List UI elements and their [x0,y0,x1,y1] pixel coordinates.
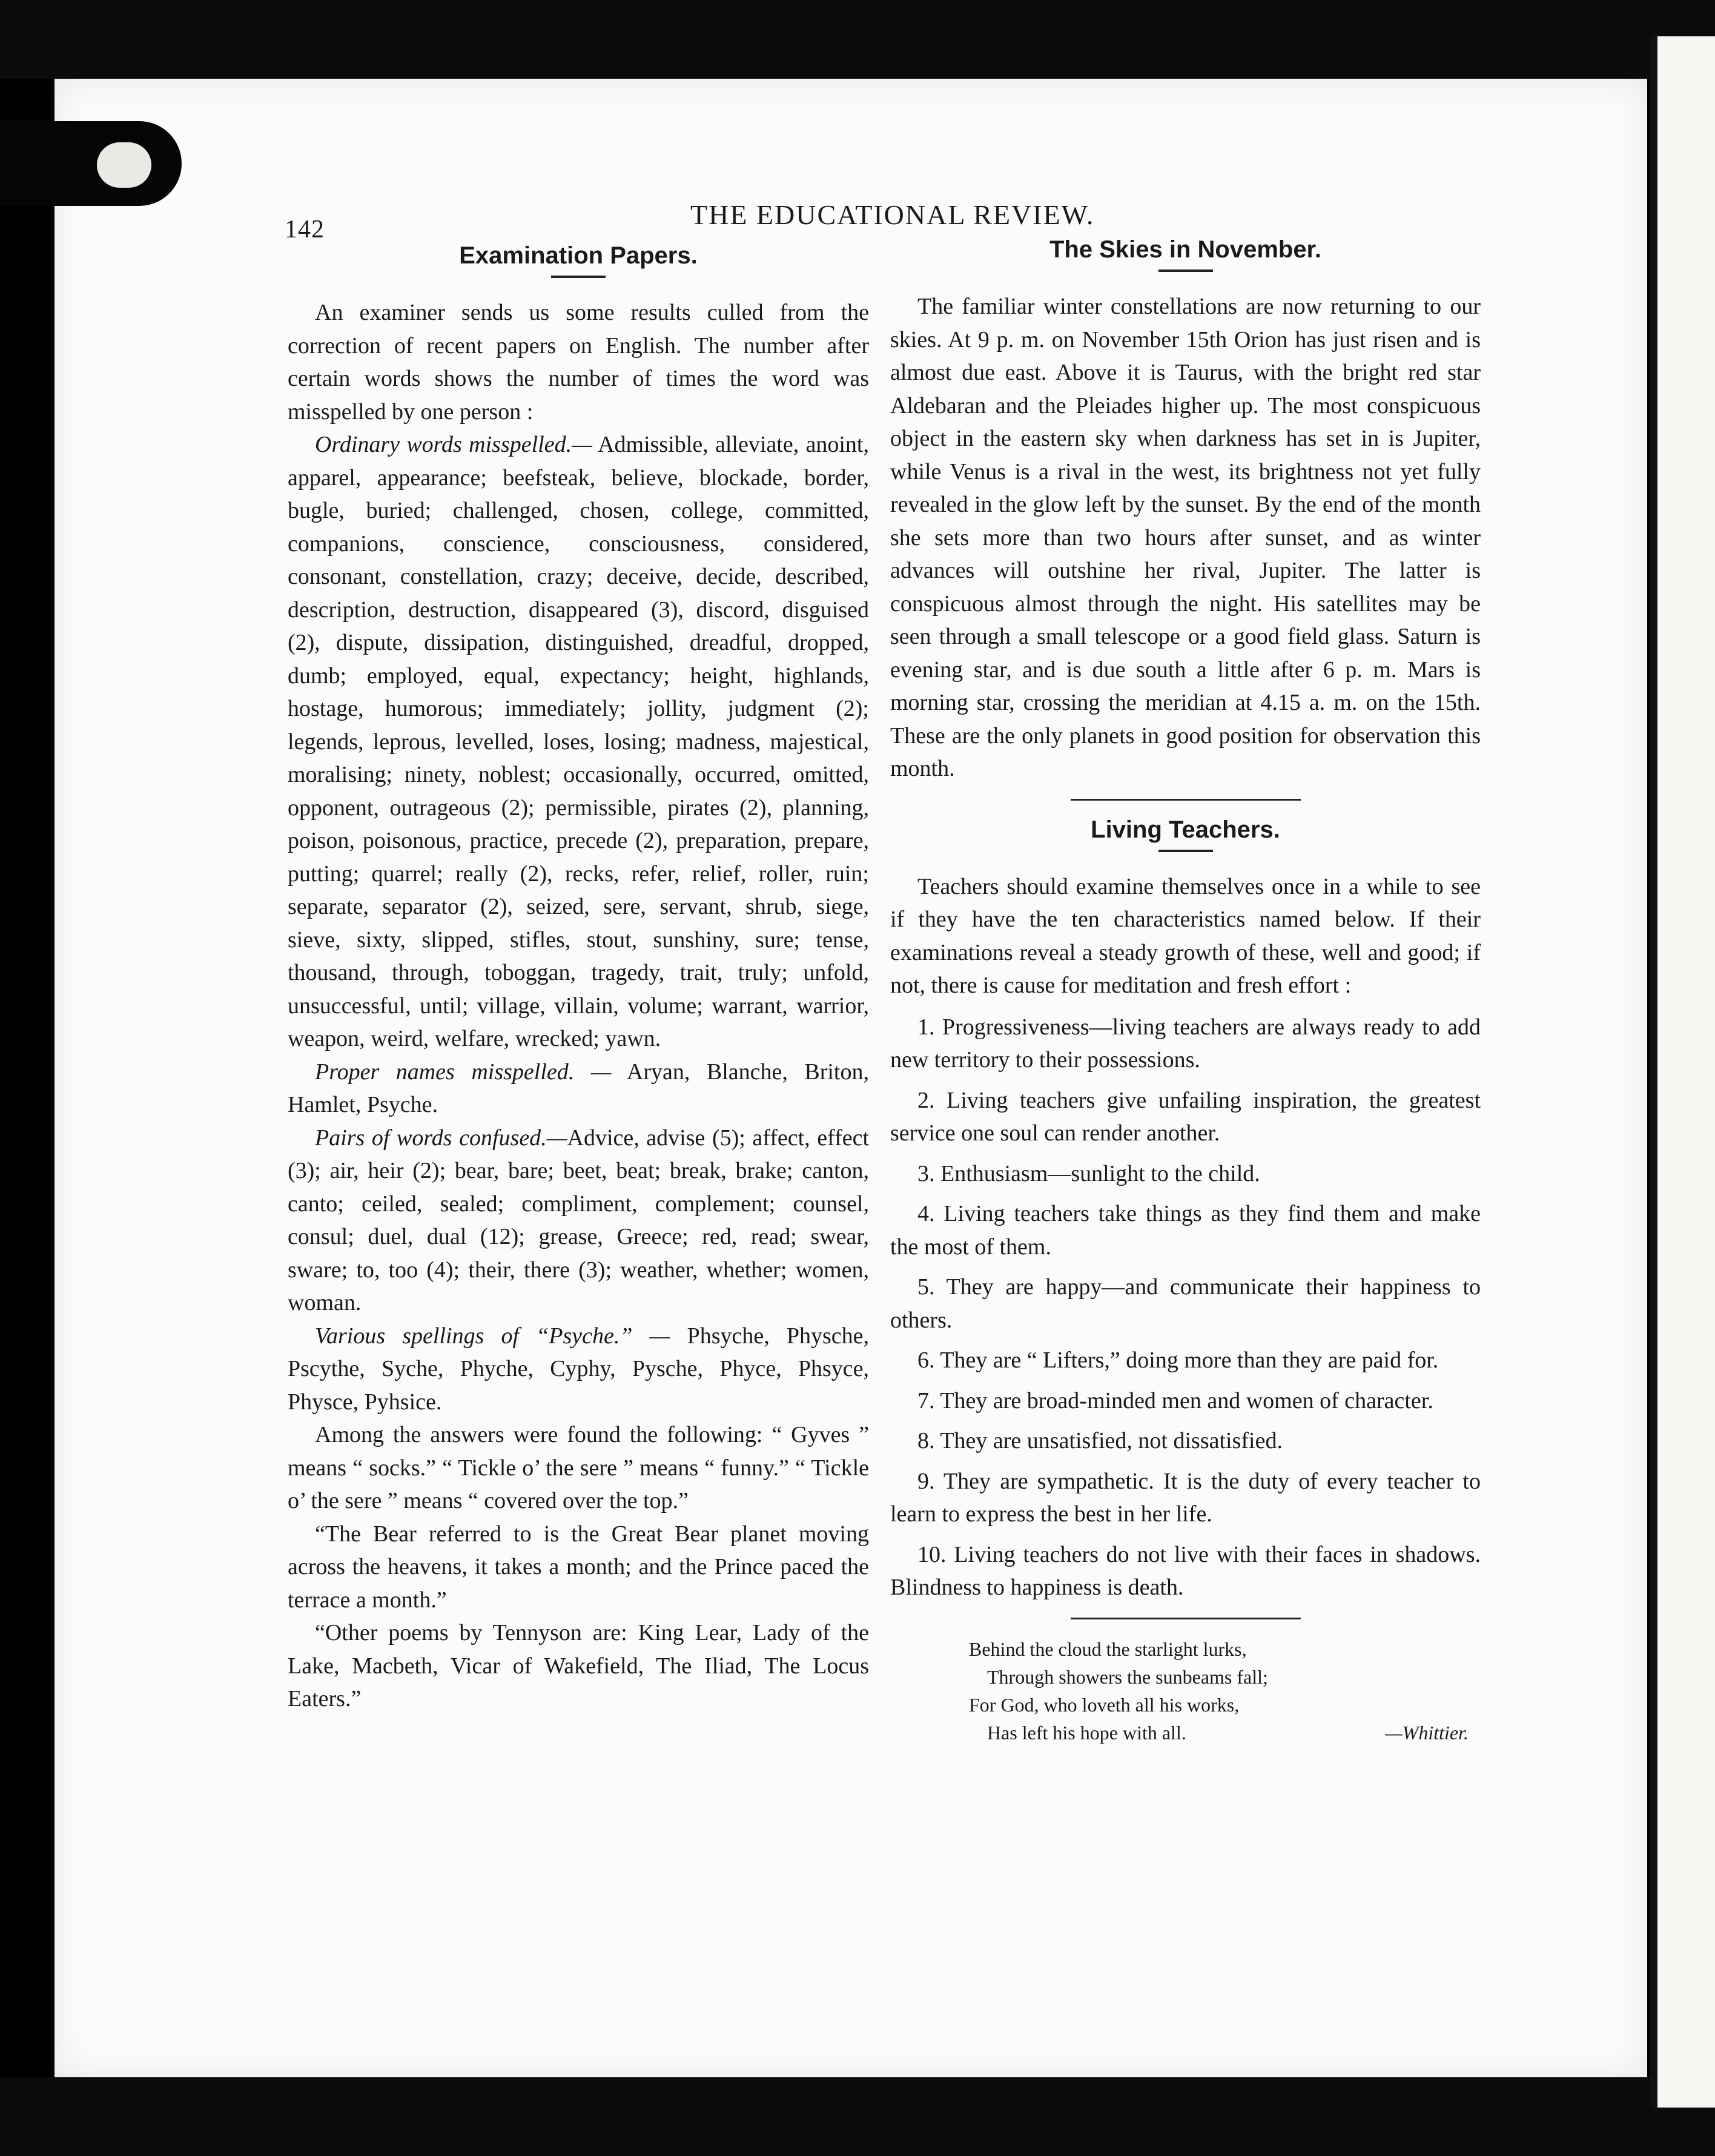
poem-author: —Whittier. [1385,1721,1469,1744]
skies-body: The familiar winter constellations are now returning to our skies. At 9 p. m. on November 15th Orion has just risen and is almost due east. Above it is Taurus, with the bright red star Aldebaran and the Pleiades higher up. The most conspicuous object in the eastern sky when darkness has set in is Jupiter, while Venus is a rival in the west, its brightness not yet fully revealed in the glow left by the sunset. By the end of the month she sets more than two hours after sunset, and as winter advances will outshine her rival, Jupiter. The latter is conspicuous almost through the night. His satellites may be seen through a small telescope or a good field glass. Saturn is evening star, and is due south a little after 6 p. m. Mars is morning star, crossing the meridian at 4.15 a. m. on the 15th. These are the only planets in good position for observation this month. [890,294,1481,781]
list-item: 1. Progressiveness—living teachers are always ready to add new territory to their possessions. [890,1014,1481,1073]
section-separator [1071,1618,1301,1619]
title-rule [551,276,606,278]
poem-line [969,1719,1481,1747]
page-number: 142 [285,216,325,243]
section-separator [1071,799,1301,801]
list-item: 5. They are happy—and communicate their happiness to others. [890,1274,1481,1333]
right-column [890,236,1481,1747]
answer-tennyson: “Other poems by Tennyson are: King Lear, Lady of the Lake, Macbeth, Vicar of Wakefield, The Iliad, The Locus Eaters.” [288,1620,869,1711]
poem-line-text: Has left his hope with all. [987,1721,1186,1744]
list-item: 10. Living teachers do not live with their faces in shadows. Blindness to happiness is death. [890,1541,1481,1600]
running-head: THE EDUCATIONAL REVIEW. [690,199,1095,230]
poem-line: Through showers the sunbeams fall; [987,1665,1268,1688]
answer-bear: “The Bear referred to is the Great Bear planet moving across the heavens, it takes a month; and the Prince paced the terrace a month.” [288,1521,869,1613]
list-item: 4. Living teachers take things as they find them and make the most of them. [890,1201,1481,1260]
characteristics-list [890,1011,1481,1604]
ordinary-words-paragraph [288,428,869,1056]
scan-border-bottom [0,2077,1715,2156]
psyche-text: Phsyche, Physche, Pscythe, Syche, Phyche, Cyphy, Pysche, Phyce, Phsyce, Physce, Pyhsice. [288,1323,870,1415]
left-column [288,242,869,1716]
poem-line: For God, who loveth all his works, [969,1693,1240,1716]
proper-names-label: Proper names misspelled. — [315,1059,612,1085]
answers-intro: Among the answers were found the following: “ Gyves ” means “ socks.” “ Tickle o’ the sere ” means “ funny.” “ Tickle o’ the sere ” means “ covered over the top.” [288,1422,869,1513]
list-item: 7. They are broad-minded men and women of character. [917,1387,1433,1414]
list-item: 6. They are “ Lifters,” doing more than they are paid for. [917,1348,1439,1373]
binder-clip-hole [97,142,151,188]
proper-names-paragraph [288,1056,869,1122]
title-rule [1158,270,1213,272]
poem [890,1635,1481,1747]
list-item: 8. They are unsatisfied, not dissatisfied. [917,1428,1283,1453]
list-item: 9. They are sympathetic. It is the duty of every teacher to learn to express the best in her life. [890,1468,1481,1527]
list-item: 3. Enthusiasm—sunlight to the child. [917,1160,1260,1186]
examination-intro: An examiner sends us some results culled from the correction of recent papers on English. The number after certain words shows the number of times the word was misspelled by one person : [288,300,869,425]
proper-names-text: Aryan, Blanche, Briton, Hamlet, Psyche. [288,1059,869,1117]
title-rule [1158,850,1213,852]
pairs-text: Advice, advise (5); affect, effect (3); air, heir (2); bear, bare; beet, beat; break, brake; canton, canto; ceiled, sealed; compliment, complement; counsel, consul; duel, dual (12); grease, Greece; red, read; swear, sware; to, too (4); their, there (3); weather, whether; women, woman. [288,1125,870,1315]
ordinary-words-label: Ordinary words misspelled.— [315,432,592,457]
pairs-paragraph [288,1122,869,1320]
teachers-title: Living Teachers. [1091,816,1280,843]
psyche-paragraph [288,1320,869,1419]
ordinary-words-text: Admissible, alleviate, anoint, apparel, appearance; beefsteak, believe, blockade, border, bugle, buried; challenged, chosen, college, committed, companions, conscience, consciousness, considered, consonant, constellation, crazy; deceive, decide, described, description, destruction, disappeared (3), discord, disguised (2), dispute, dissipation, distinguished, dreadful, dropped, dumb; employed, equal, expectancy; height, highlands, hostage, humorous; immediately; jollity, judgment (2); legends, leprous, levelled, loses, losing; madness, majestical, moralising; ninety, noblest; occasionally, occurred, omitted, opponent, outrageous (2); permissible, pirates (2), planning, poison, poisonous, practice, precede (2), preparation, prepare, putting; quarrel; really (2), recks, refer, relief, roller, ruin; separate, separator (2), seized, sere, servant, shrub, siege, sieve, sixty, slipped, stifles, stout, sunshiny, sure; tense, thousand, through, toboggan, tragedy, trait, truly; unfold, unsuccessful, until; village, villain, volume; warrant, warrior, weapon, weird, welfare, wrecked; yawn. [288,432,869,1051]
skies-title: The Skies in November. [1049,236,1322,263]
examination-title: Examination Papers. [459,242,698,269]
list-item: 2. Living teachers give unfailing inspiration, the greatest service one soul can render another. [890,1087,1481,1146]
teachers-intro: Teachers should examine themselves once in a while to see if they have the ten characteristics named below. If their examinations reveal a steady growth of these, well and good; if not, there is cause for meditation and fresh effort : [890,873,1481,998]
pairs-label: Pairs of words confused.— [315,1125,567,1151]
poem-line: Behind the cloud the starlight lurks, [969,1638,1247,1660]
scan-border-top [0,0,1715,79]
psyche-label: Various spellings of “Psyche.” — [315,1323,670,1349]
adjacent-page-edge [1650,36,1715,2108]
binder-clip-icon [0,121,182,206]
